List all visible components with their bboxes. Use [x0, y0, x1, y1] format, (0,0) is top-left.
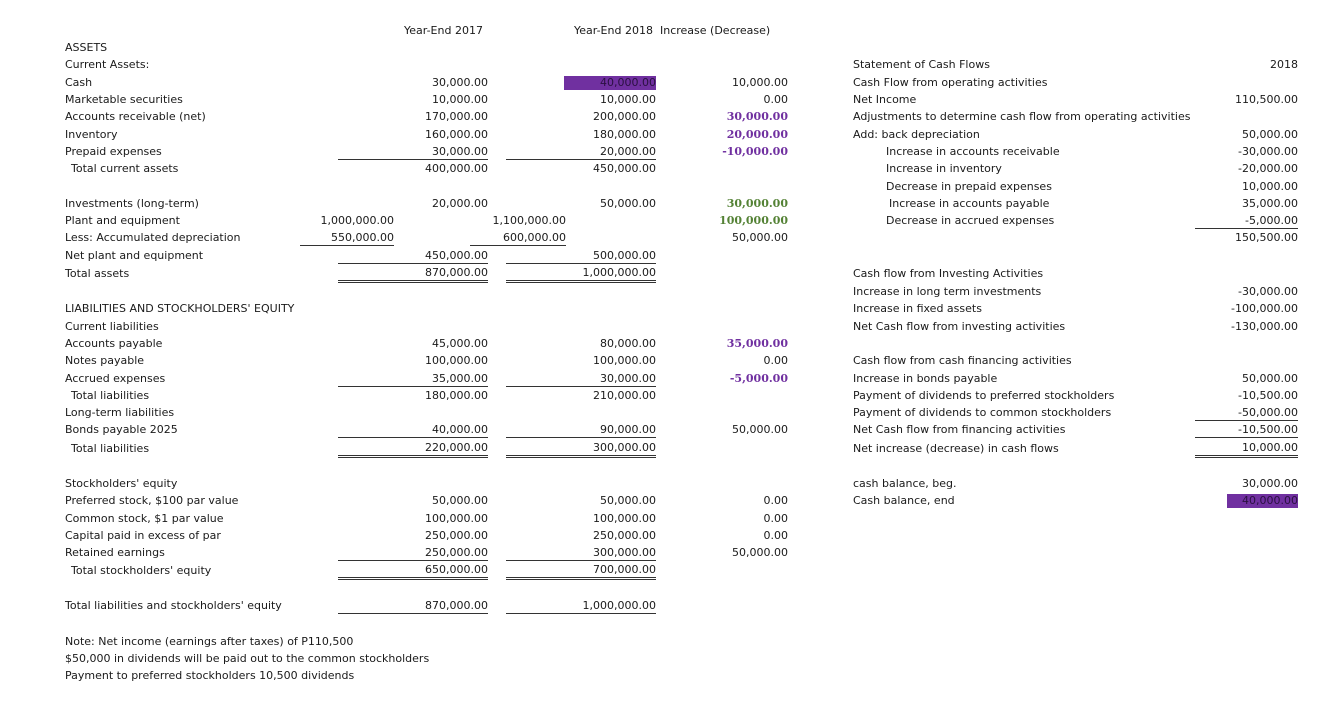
val-2017-investments: 20,000.00 [432, 197, 488, 210]
cf-dec-prepaid-val: 10,000.00 [1242, 180, 1298, 193]
chg-inventory: 20,000.00 [726, 128, 788, 141]
note-line-2: $50,000 in dividends will be paid out to the common stockholders [65, 652, 430, 665]
header-change: Increase (Decrease) [660, 24, 771, 37]
cf-inc-bonds-val: 50,000.00 [1242, 372, 1298, 385]
val-2017-apic: 250,000.00 [425, 529, 488, 542]
val-2018-net-plant: 500,000.00 [506, 249, 656, 264]
val-2017-preferred: 50,000.00 [432, 494, 488, 507]
cf-inc-lt-inv-val: -30,000.00 [1238, 285, 1298, 298]
cf-inc-fixed-val: -100,000.00 [1231, 302, 1298, 315]
val-2018-preferred: 50,000.00 [600, 494, 656, 507]
cf-inc-ap-val: 35,000.00 [1242, 197, 1298, 210]
chg-common: 0.00 [763, 512, 788, 525]
val-2018-accrued: 30,000.00 [506, 372, 656, 387]
val-2018-accum-dep: 600,000.00 [470, 231, 566, 246]
val-2017-cash: 30,000.00 [432, 76, 488, 89]
cf-div-pref: Payment of dividends to preferred stockholders [853, 389, 1115, 402]
val-2018-inventory: 180,000.00 [593, 128, 656, 141]
val-2018-investments: 50,000.00 [600, 197, 656, 210]
cf-fin-header: Cash flow from cash financing activities [853, 354, 1072, 367]
val-2018-total-le: 1,000,000.00 [506, 599, 656, 614]
cf-net-income: Net Income [853, 93, 917, 106]
val-2018-total-se: 700,000.00 [506, 563, 656, 580]
label-bonds: Bonds payable 2025 [65, 423, 178, 436]
val-2017-marketable: 10,000.00 [432, 93, 488, 106]
val-2018-total-liab: 300,000.00 [506, 441, 656, 458]
val-2017-total-assets: 870,000.00 [338, 266, 488, 283]
label-total-se: Total stockholders' equity [71, 564, 212, 577]
cf-cash-beg-val: 30,000.00 [1242, 477, 1298, 490]
chg-ar: 30,000.00 [726, 110, 788, 123]
label-common: Common stock, $1 par value [65, 512, 224, 525]
cf-dec-accrued: Decrease in accrued expenses [886, 214, 1055, 227]
label-accum-dep: Less: Accumulated depreciation [65, 231, 241, 244]
chg-prepaid: -10,000.00 [722, 145, 788, 158]
note-line-3: Payment to preferred stockholders 10,500 dividends [65, 669, 355, 682]
label-assets: ASSETS [65, 41, 108, 54]
cf-div-common: Payment of dividends to common stockholders [853, 406, 1112, 419]
label-total-liab: Total liabilities [71, 442, 150, 455]
label-total-liab-current: Total liabilities [71, 389, 150, 402]
cf-inc-ar: Increase in accounts receivable [886, 145, 1060, 158]
val-2017-re: 250,000.00 [338, 546, 488, 561]
cf-inc-inv-val: -20,000.00 [1238, 162, 1298, 175]
val-2018-plant: 1,100,000.00 [492, 214, 566, 227]
chg-notes: 0.00 [763, 354, 788, 367]
label-ar: Accounts receivable (net) [65, 110, 206, 123]
header-year-2017: Year-End 2017 [404, 24, 483, 37]
cf-cash-beg: cash balance, beg. [853, 477, 957, 490]
cf-cash-end-val: 40,000.00 [1227, 494, 1298, 508]
cf-net-change: Net increase (decrease) in cash flows [853, 442, 1059, 455]
chg-cash: 10,000.00 [732, 76, 788, 89]
val-2017-net-plant: 450,000.00 [338, 249, 488, 264]
cf-net-inv-val: -130,000.00 [1231, 320, 1298, 333]
val-2018-total-liab-current: 210,000.00 [593, 389, 656, 402]
cf-net-fin: Net Cash flow from financing activities [853, 423, 1066, 436]
label-notes: Notes payable [65, 354, 145, 367]
val-2018-apic: 250,000.00 [593, 529, 656, 542]
cf-dec-prepaid: Decrease in prepaid expenses [886, 180, 1052, 193]
label-total-le: Total liabilities and stockholders' equity [65, 599, 282, 612]
cf-add-back-dep: Add: back depreciation [853, 128, 980, 141]
val-2018-prepaid: 20,000.00 [506, 145, 656, 160]
val-2017-total-liab: 220,000.00 [338, 441, 488, 458]
cf-inc-lt-inv: Increase in long term investments [853, 285, 1042, 298]
cf-inc-fixed: Increase in fixed assets [853, 302, 982, 315]
val-2018-ap: 80,000.00 [600, 337, 656, 350]
label-se: Stockholders' equity [65, 477, 178, 490]
val-2018-total-assets: 1,000,000.00 [506, 266, 656, 283]
cf-inc-ar-val: -30,000.00 [1238, 145, 1298, 158]
label-current-assets: Current Assets: [65, 58, 150, 71]
cf-title: Statement of Cash Flows [853, 58, 990, 71]
val-2017-total-current-assets: 400,000.00 [425, 162, 488, 175]
label-re: Retained earnings [65, 546, 165, 559]
note-line-1: Note: Net income (earnings after taxes) of P110,500 [65, 635, 354, 648]
chg-bonds: 50,000.00 [732, 423, 788, 436]
chg-accrued: -5,000.00 [729, 372, 788, 385]
label-plant: Plant and equipment [65, 214, 180, 227]
label-apic: Capital paid in excess of par [65, 529, 221, 542]
label-ap: Accounts payable [65, 337, 163, 350]
val-2017-common: 100,000.00 [425, 512, 488, 525]
label-preferred: Preferred stock, $100 par value [65, 494, 239, 507]
val-2018-common: 100,000.00 [593, 512, 656, 525]
cf-op-header: Cash Flow from operating activities [853, 76, 1048, 89]
val-2018-cash: 40,000.00 [564, 76, 656, 90]
cf-dec-accrued-val: -5,000.00 [1195, 214, 1298, 229]
cf-net-inv: Net Cash flow from investing activities [853, 320, 1066, 333]
val-2018-bonds: 90,000.00 [506, 423, 656, 438]
chg-preferred: 0.00 [763, 494, 788, 507]
label-total-assets: Total assets [65, 267, 130, 280]
cf-adjustments: Adjustments to determine cash flow from operating activities [853, 110, 1191, 123]
cf-cash-end: Cash balance, end [853, 494, 955, 507]
cf-inc-inv: Increase in inventory [886, 162, 1002, 175]
val-2018-marketable: 10,000.00 [600, 93, 656, 106]
cf-inv-header: Cash flow from Investing Activities [853, 267, 1044, 280]
val-2017-accum-dep: 550,000.00 [300, 231, 394, 246]
val-2017-prepaid: 30,000.00 [338, 145, 488, 160]
label-current-liab: Current liabilities [65, 320, 159, 333]
cf-inc-bonds: Increase in bonds payable [853, 372, 998, 385]
val-2017-total-le: 870,000.00 [338, 599, 488, 614]
label-cash: Cash [65, 76, 93, 89]
chg-investments: 30,000.00 [726, 197, 788, 210]
label-inventory: Inventory [65, 128, 118, 141]
val-2017-total-liab-current: 180,000.00 [425, 389, 488, 402]
cf-year: 2018 [1270, 58, 1298, 71]
label-liab-equity: LIABILITIES AND STOCKHOLDERS' EQUITY [65, 302, 295, 315]
label-net-plant: Net plant and equipment [65, 249, 204, 262]
label-total-current-assets: Total current assets [71, 162, 179, 175]
cf-net-fin-val: -10,500.00 [1195, 423, 1298, 438]
cf-div-pref-val: -10,500.00 [1238, 389, 1298, 402]
val-2017-notes: 100,000.00 [425, 354, 488, 367]
chg-marketable: 0.00 [763, 93, 788, 106]
chg-apic: 0.00 [763, 529, 788, 542]
cf-op-total-val: 150,500.00 [1235, 231, 1298, 244]
chg-accum-dep: 50,000.00 [732, 231, 788, 244]
label-prepaid: Prepaid expenses [65, 145, 162, 158]
cf-net-change-val: 10,000.00 [1195, 441, 1298, 458]
val-2017-plant: 1,000,000.00 [320, 214, 394, 227]
val-2018-re: 300,000.00 [506, 546, 656, 561]
chg-plant: 100,000.00 [719, 214, 788, 227]
val-2017-bonds: 40,000.00 [338, 423, 488, 438]
chg-ap: 35,000.00 [726, 337, 788, 350]
label-lt-liab: Long-term liabilities [65, 406, 175, 419]
label-accrued: Accrued expenses [65, 372, 166, 385]
cf-net-income-val: 110,500.00 [1235, 93, 1298, 106]
cf-div-common-val: -50,000.00 [1195, 406, 1298, 421]
label-marketable: Marketable securities [65, 93, 183, 106]
val-2018-cash-highlighted [506, 76, 656, 90]
val-2018-total-current-assets: 450,000.00 [593, 162, 656, 175]
cf-inc-ap: Increase in accounts payable [889, 197, 1050, 210]
val-2017-ap: 45,000.00 [432, 337, 488, 350]
val-2017-total-se: 650,000.00 [338, 563, 488, 580]
val-2018-ar: 200,000.00 [593, 110, 656, 123]
val-2017-accrued: 35,000.00 [338, 372, 488, 387]
chg-re: 50,000.00 [732, 546, 788, 559]
label-investments: Investments (long-term) [65, 197, 199, 210]
val-2017-inventory: 160,000.00 [425, 128, 488, 141]
cf-add-back-dep-val: 50,000.00 [1242, 128, 1298, 141]
val-2017-ar: 170,000.00 [425, 110, 488, 123]
header-year-2018: Year-End 2018 [574, 24, 653, 37]
val-2018-notes: 100,000.00 [593, 354, 656, 367]
